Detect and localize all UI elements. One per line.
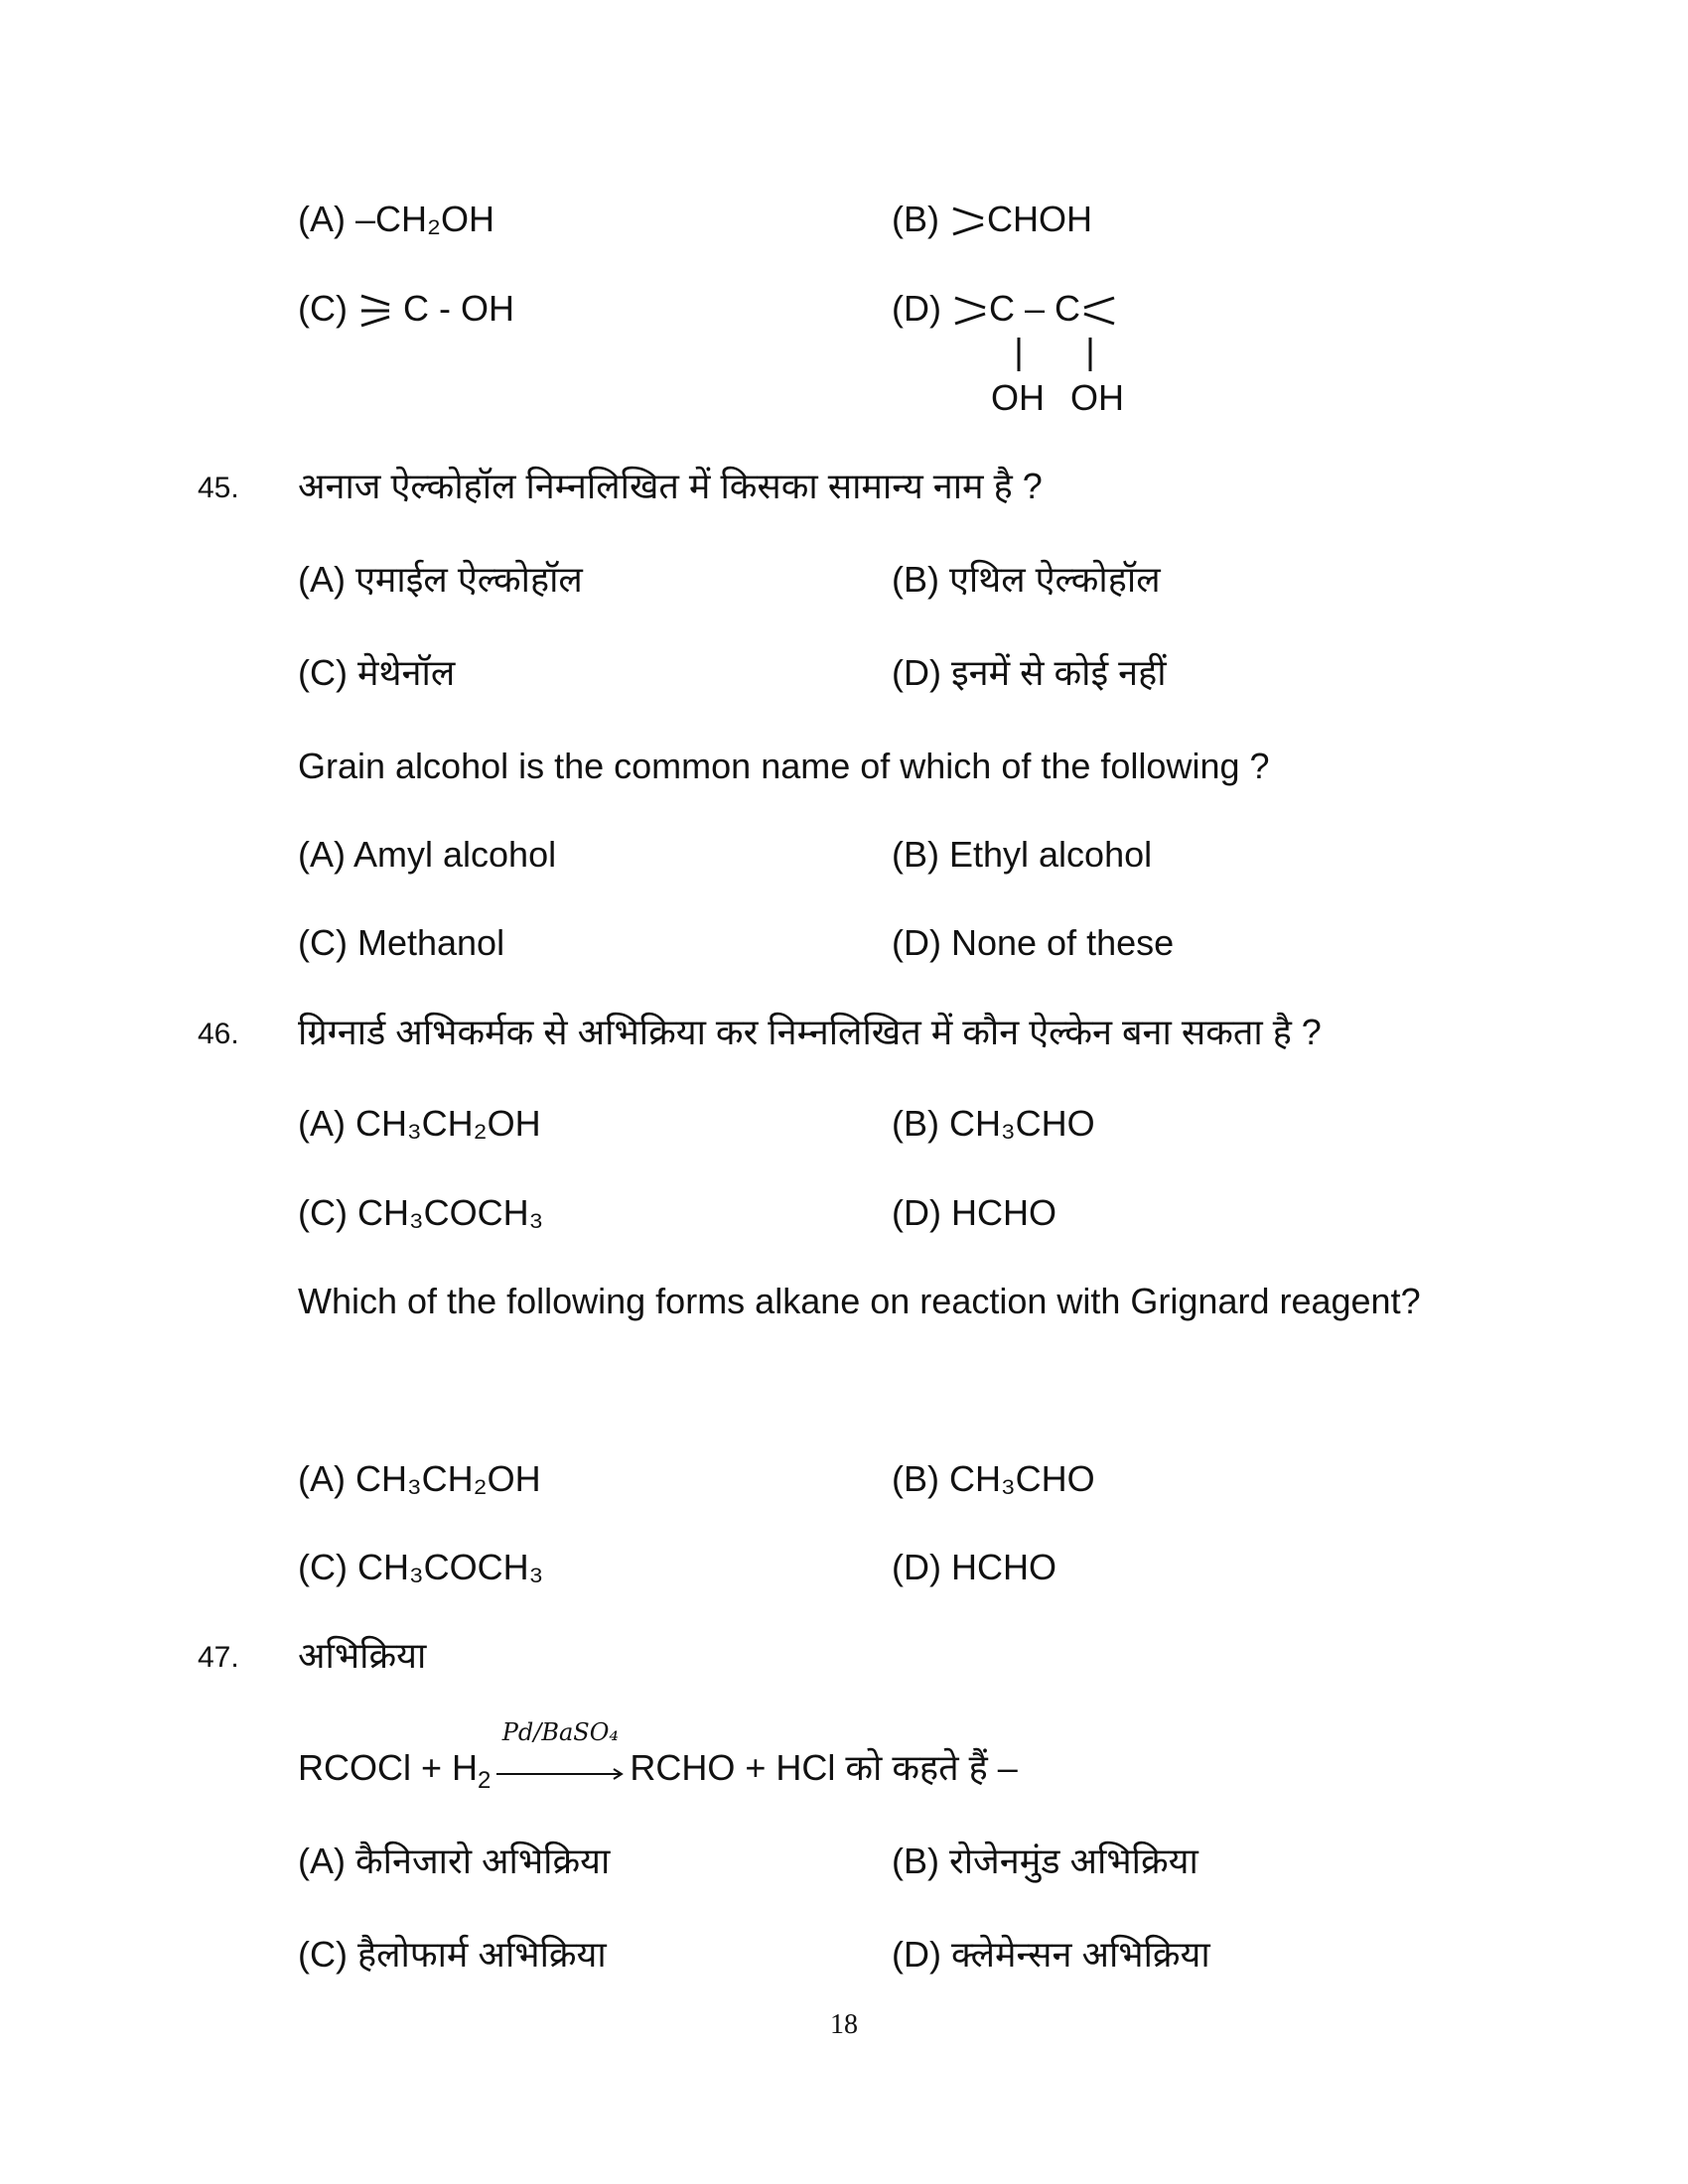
q44-option-c-text: C - OH — [403, 288, 515, 329]
q45-hindi-option-d: (D) इनमें से कोई नहीं — [892, 652, 1167, 693]
q45-hindi-question: अनाज ऐल्कोहॉल निम्नलिखित में किसका सामान्य नाम है ? — [298, 466, 1043, 506]
q47-option-b: (B) रोजेनमुंड अभिक्रिया — [892, 1841, 1198, 1881]
q46-english-option-c: (C) CH₃COCH₃ — [298, 1547, 544, 1587]
q47-option-d: (D) क्लेमेन्सन अभिक्रिया — [892, 1934, 1210, 1975]
page-number: 18 — [830, 2009, 858, 2040]
q46-hindi-option-c: (C) CH₃COCH₃ — [298, 1192, 544, 1233]
q45-hindi-option-c: (C) मेथेनॉल — [298, 652, 456, 693]
q47-option-c: (C) हैलोफार्म अभिक्रिया — [298, 1934, 607, 1975]
q44-option-b-label: (B) — [892, 199, 939, 239]
q46-english-option-a: (A) CH₃CH₂OH — [298, 1458, 541, 1499]
q47-option-a: (A) कैनिजारो अभिक्रिया — [298, 1841, 611, 1881]
q44-option-d-oh-2: OH — [1070, 377, 1124, 418]
bond-symbol-icon — [951, 294, 989, 328]
q46-hindi-option-d: (D) HCHO — [892, 1192, 1056, 1233]
reaction-arrow — [494, 1718, 626, 1792]
q45-english-question: Grain alcohol is the common name of which of the following ? — [298, 746, 1270, 786]
q44-option-c — [298, 285, 514, 333]
q45-hindi-option-b: (B) एथिल ऐल्कोहॉल — [892, 559, 1161, 600]
q45-english-option-a: (A) Amyl alcohol — [298, 834, 557, 875]
q46-hindi-option-b: (B) CH₃CHO — [892, 1103, 1095, 1144]
q45-number: 45. — [198, 472, 239, 504]
triple-bond-symbol-icon — [357, 293, 393, 329]
bond-symbol-icon — [949, 205, 987, 238]
q44-option-c-label: (C) — [298, 288, 348, 329]
q47-hindi-question: अभिक्रिया — [298, 1635, 427, 1676]
q47-number: 47. — [198, 1641, 239, 1674]
q46-english-question: Which of the following forms alkane on reaction with Grignard reagent? — [298, 1281, 1421, 1321]
q44-option-d-text: C – C — [989, 288, 1081, 329]
q45-english-option-b: (B) Ethyl alcohol — [892, 834, 1153, 875]
q46-english-option-d: (D) HCHO — [892, 1547, 1056, 1587]
q44-option-d-oh-1: OH — [991, 377, 1045, 418]
q44-option-b — [892, 196, 1092, 243]
equation-products: RCHO + HCl को कहते हैं – — [630, 1747, 1018, 1788]
equation-reactants: RCOCl + H — [298, 1747, 479, 1788]
q45-english-option-d: (D) None of these — [892, 922, 1175, 963]
q46-english-option-b: (B) CH₃CHO — [892, 1458, 1095, 1499]
q44-option-d-label: (D) — [892, 288, 941, 329]
q47-equation — [298, 1718, 1018, 1794]
arrow-icon — [494, 1766, 626, 1782]
q44-option-b-text: CHOH — [987, 199, 1093, 239]
q46-number: 46. — [198, 1018, 239, 1050]
vertical-bonds-icon — [1011, 336, 1130, 375]
catalyst-label: Pd/BaSO₄ — [501, 1718, 620, 1746]
q45-english-option-c: (C) Methanol — [298, 922, 505, 963]
q44-option-d — [892, 285, 1118, 333]
q46-hindi-question: ग्रिग्नार्ड अभिकर्मक से अभिक्रिया कर निम्नलिखित में कौन ऐल्केन बना सकता है ? — [298, 1012, 1322, 1052]
q46-hindi-option-a: (A) CH₃CH₂OH — [298, 1103, 541, 1144]
equation-subscript: 2 — [478, 1767, 492, 1794]
q45-hindi-option-a: (A) एमाईल ऐल्कोहॉल — [298, 559, 583, 600]
q44-option-a: (A) –CH₂OH — [298, 199, 494, 239]
bond-symbol-icon — [1080, 294, 1118, 328]
